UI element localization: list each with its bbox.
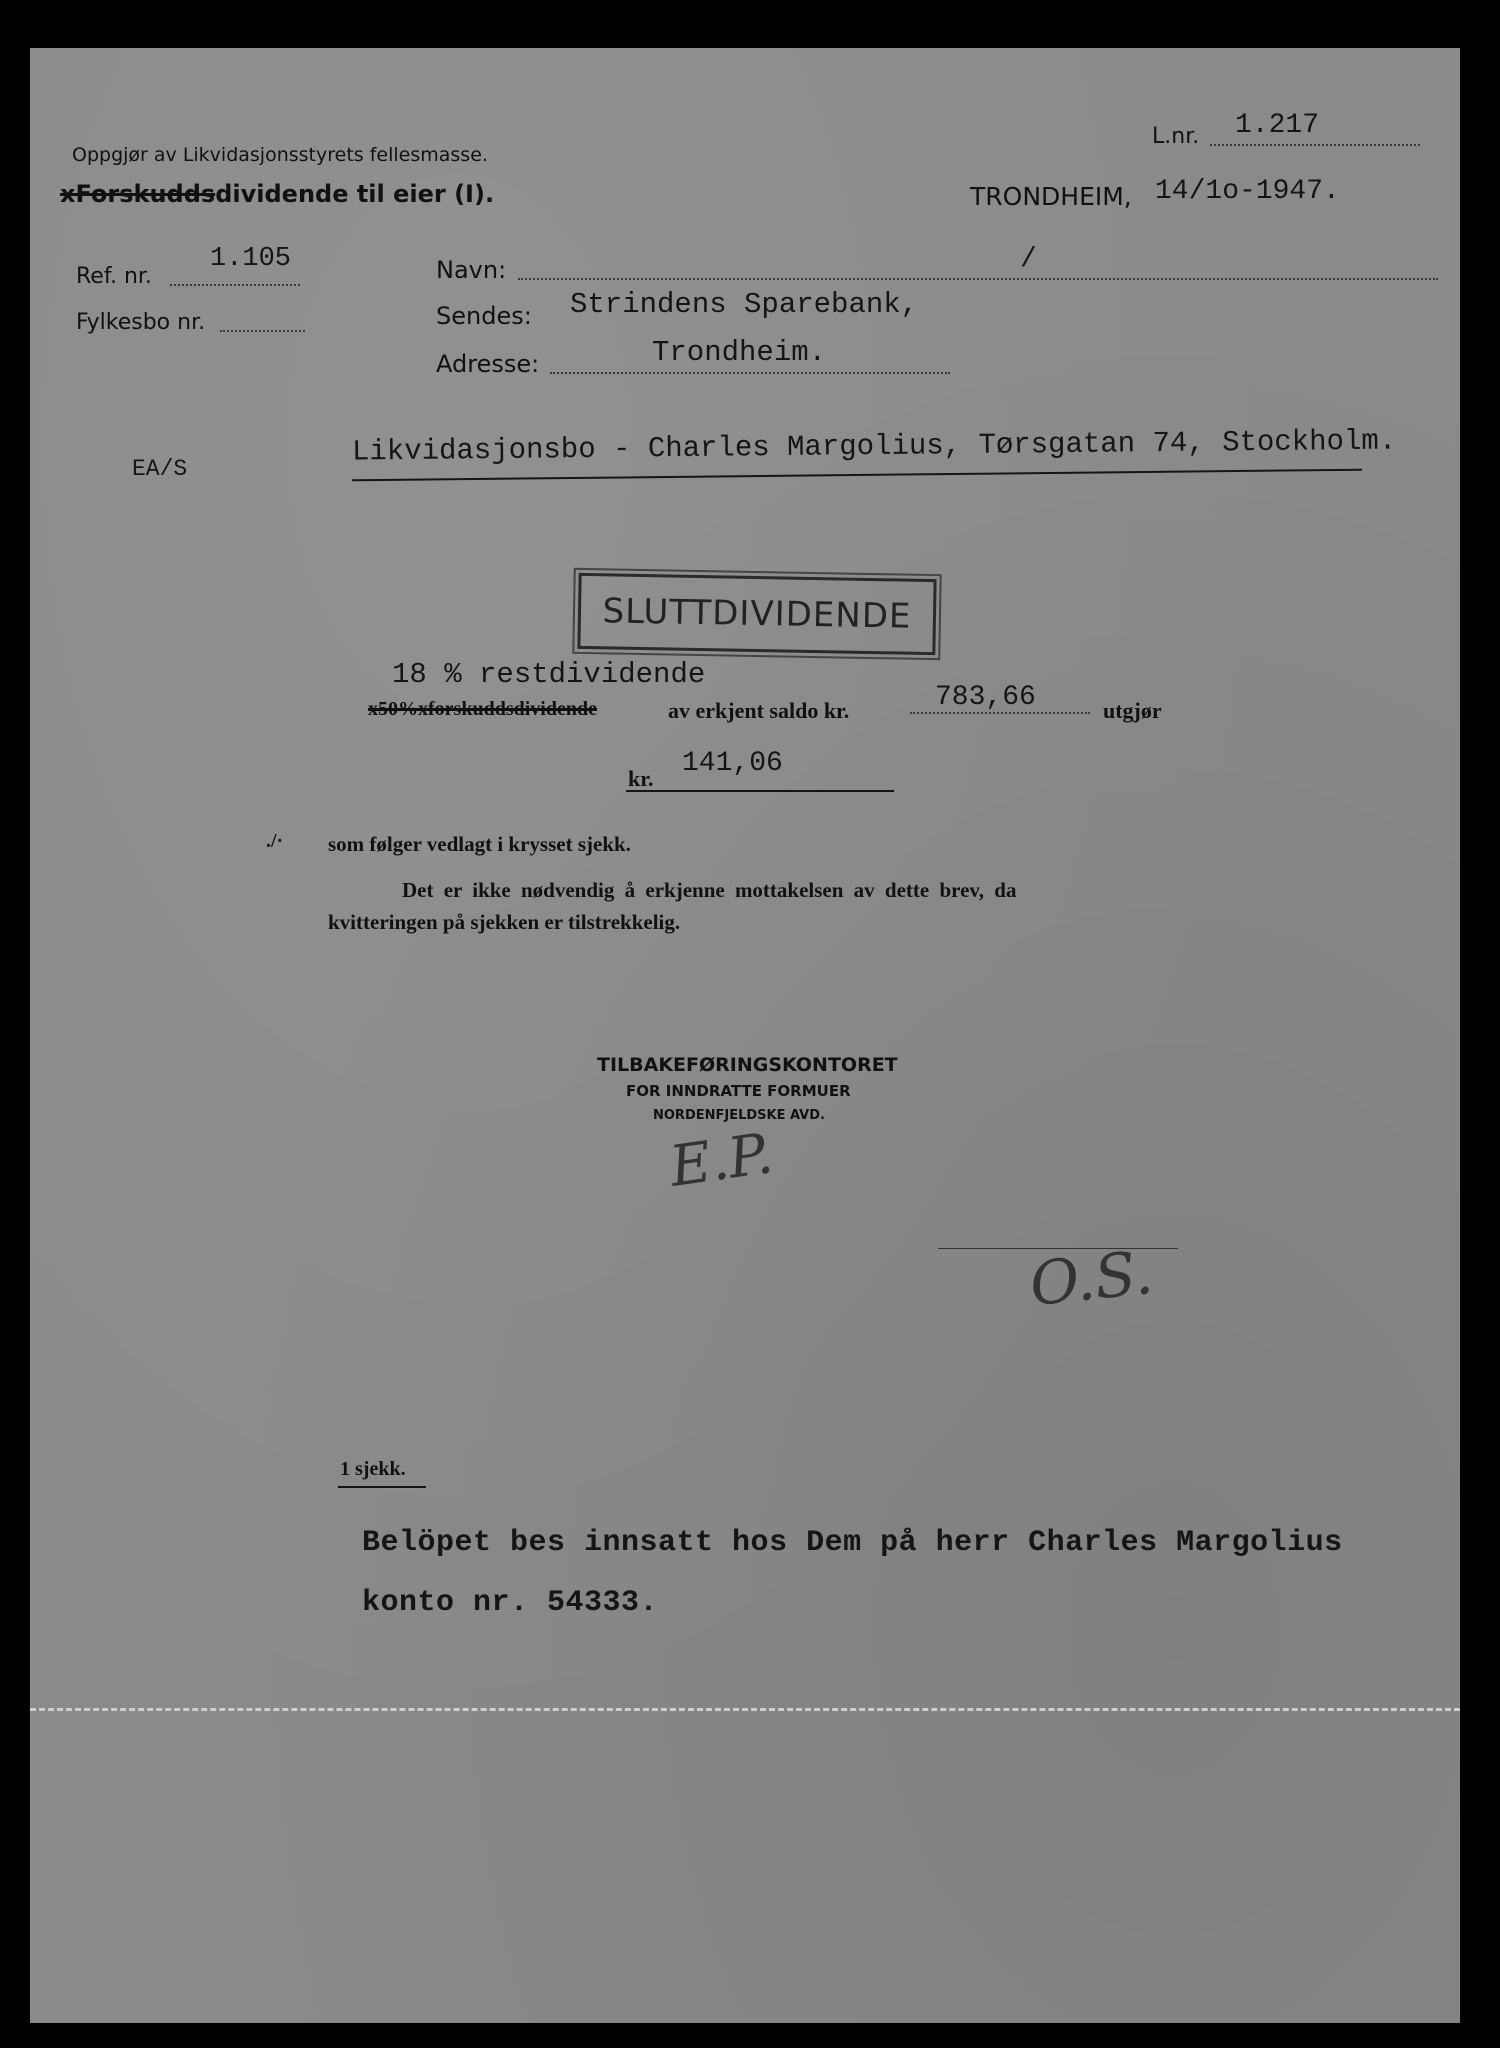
- utgjor-label: utgjør: [1103, 698, 1162, 723]
- office-line-3: NORDENFJELDSKE AVD.: [653, 1108, 825, 1123]
- adresse-value: Trondheim.: [652, 336, 827, 369]
- lnr-value: 1.217: [1235, 110, 1320, 141]
- enclosure-label: 1 sjekk.: [340, 1458, 406, 1480]
- reference-underline: [352, 469, 1362, 482]
- note-line-1: Belöpet bes innsatt hos Dem på herr Charles Margolius: [362, 1526, 1343, 1560]
- note-line-2: konto nr. 54333.: [362, 1586, 659, 1620]
- letter-type-rest: dividende til eier (I).: [215, 180, 495, 208]
- enclosure-marker: ./·: [266, 830, 284, 852]
- amount-value: 141,06: [682, 748, 783, 779]
- document-page: [30, 48, 1460, 2023]
- adresse-label: Adresse:: [436, 350, 540, 378]
- kr-label: kr.: [628, 766, 654, 791]
- fylkesbo-dotted-line: [220, 330, 305, 332]
- amount-underline: [626, 790, 894, 792]
- signature: O.S.: [1026, 1237, 1157, 1321]
- lnr-dotted-line: [1210, 144, 1420, 146]
- navn-value: /: [1020, 244, 1037, 275]
- org-line: Oppgjør av Likvidasjonsstyrets fellesmasse.: [72, 144, 488, 166]
- handwritten-initials: E.P.: [665, 1121, 777, 1200]
- tear-line: [30, 1708, 1460, 1711]
- letter-type: [60, 180, 494, 208]
- adresse-dotted-line: [550, 372, 950, 374]
- sendes-value: Strindens Sparebank,: [570, 288, 919, 321]
- saldo-value: 783,66: [935, 682, 1036, 713]
- saldo-dotted-line: [910, 712, 1090, 714]
- letter-type-struck: xForskudds: [60, 180, 216, 208]
- navn-label: Navn:: [436, 256, 507, 284]
- sluttdividende-stamp: SLUTTDIVIDENDE: [577, 573, 936, 655]
- reference-initials: EA/S: [132, 456, 188, 482]
- place-label: TRONDHEIM,: [970, 182, 1132, 211]
- dividend-typed-over: 18 % restdividende: [392, 658, 706, 691]
- navn-dotted-line: [518, 278, 1438, 280]
- enclosure-underline: [338, 1486, 426, 1488]
- saldo-label: av erkjent saldo kr.: [668, 698, 850, 723]
- sendes-label: Sendes:: [436, 302, 532, 330]
- lnr-label: L.nr.: [1152, 124, 1200, 149]
- body-paragraph-line-1: Det er ikke nødvendig å erkjenne mottakelsen av dette brev, da: [402, 878, 1017, 902]
- body-paragraph-line-2: kvitteringen på sjekken er tilstrekkelig.: [328, 910, 681, 934]
- dividend-struck: x50%xforskuddsdividende: [368, 698, 597, 720]
- ref-label: Ref. nr.: [76, 264, 152, 289]
- ref-dotted-line: [170, 284, 300, 286]
- reference-subject: Likvidasjonsbo - Charles Margolius, Tørsgatan 74, Stockholm.: [351, 424, 1397, 469]
- office-line-1: TILBAKEFØRINGSKONTORET: [597, 1054, 898, 1076]
- office-line-2: FOR INNDRATTE FORMUER: [626, 1082, 851, 1100]
- fylkesbo-label: Fylkesbo nr.: [76, 310, 206, 335]
- body-line-1: som følger vedlagt i krysset sjekk.: [328, 832, 631, 856]
- date-value: 14/1o-1947.: [1155, 176, 1340, 207]
- ref-value: 1.105: [210, 244, 292, 274]
